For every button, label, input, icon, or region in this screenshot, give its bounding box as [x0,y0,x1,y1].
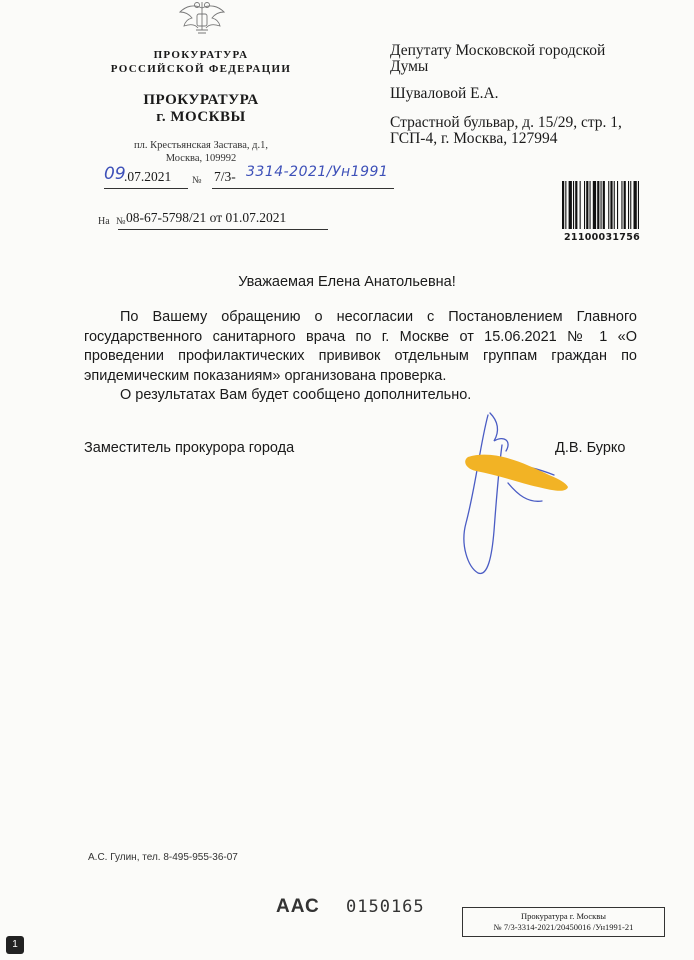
barcode-bar [593,181,596,229]
org-line1: ПРОКУРАТУРА [153,49,249,61]
stamp-line2: № 7/3-3314-2021/20450016 /Ун1991-21 [493,922,634,932]
ref-label-no: № [116,216,126,227]
barcode-number: 21100031756 [564,232,641,243]
org-line2: РОССИЙСКОЙ ФЕДЕРАЦИИ [110,63,292,75]
addressee-address: Страстной бульвар, д. 15/29, стр. 1, ГСП-4, г. Москва, 127994 [390,114,622,147]
date-day-handwritten: 09 [104,164,126,184]
barcode-bar [580,181,581,229]
barcode-bar [634,181,637,229]
contact-line: А.С. Гулин, тел. 8-495-955-36-07 [88,852,238,863]
page-number-badge[interactable]: 1 [6,936,24,954]
barcode-bar [617,181,618,229]
barcode-bar [562,181,564,229]
barcode-bar [624,181,626,229]
signatory-title: Заместитель прокурора города [84,440,295,456]
barcode-bar [614,181,615,229]
barcode-bar [603,181,605,229]
office-line1: ПРОКУРАТУРА [143,92,259,108]
barcode-bar [630,181,631,229]
coat-of-arms-icon [176,0,228,34]
signature-redaction [465,455,568,491]
paragraph-1: По Вашему обращению о несогласии с Постановлением Главного государственного санитарного врача по г. Москве от 15.06.2021 № 1 «О проведении профилактических прививок отдельным группам граждан по эпидемическим показаниям» организована проверка. [84,309,637,384]
barcode-bar [638,181,639,229]
handwritten-signature [454,405,579,580]
barcode-bar [628,181,629,229]
barcode-bar [597,181,599,229]
registration-stamp [462,907,665,937]
org-name [90,48,312,76]
addressee-title: Депутату Московской городской Думы [390,42,606,75]
barcode-bar [584,181,585,229]
letter-body [84,308,637,406]
barcode-bar [575,181,577,229]
office-name [90,92,312,126]
greeting: Уважаемая Елена Анатольевна! [238,274,456,290]
signatory-name: Д.В. Бурко [555,440,626,456]
date-rest: .07.2021 [124,169,172,184]
address-line1: пл. Крестьянская Застава, д.1, [133,140,269,151]
outgoing-date-number [104,166,394,190]
office-address [90,139,312,165]
barcode-bar [573,181,574,229]
barcode-bar [621,181,622,229]
barcode-bar [608,181,609,229]
address-line2: Москва, 109992 [165,153,237,164]
addressee-name: Шуваловой Е.А. [390,85,499,102]
barcode-bar [569,181,572,229]
form-serial-letters: ААС [276,896,320,917]
reference-row [98,207,328,231]
barcode-image [562,181,663,229]
ref-value: 08-67-5798/21 от 01.07.2021 [126,210,287,225]
number-handwritten: 3314-2021/Ун1991 [246,164,389,180]
office-line2: г. МОСКВЫ [156,109,246,125]
number-label: № [192,175,202,186]
barcode-bar [586,181,588,229]
number-underline [212,188,394,189]
barcode-bar [590,181,591,229]
stamp-line1: Прокуратура г. Москвы [521,911,606,921]
ref-label-na: На [98,216,110,227]
paragraph-2: О результатах Вам будет сообщено дополнительно. [120,387,472,403]
barcode-bar [565,181,566,229]
form-serial-number: 0150165 [346,897,425,917]
barcode-bar [610,181,612,229]
date-underline [104,188,188,189]
barcode-bar [601,181,602,229]
ref-underline [118,229,328,230]
number-prefix: 7/3- [214,169,236,184]
